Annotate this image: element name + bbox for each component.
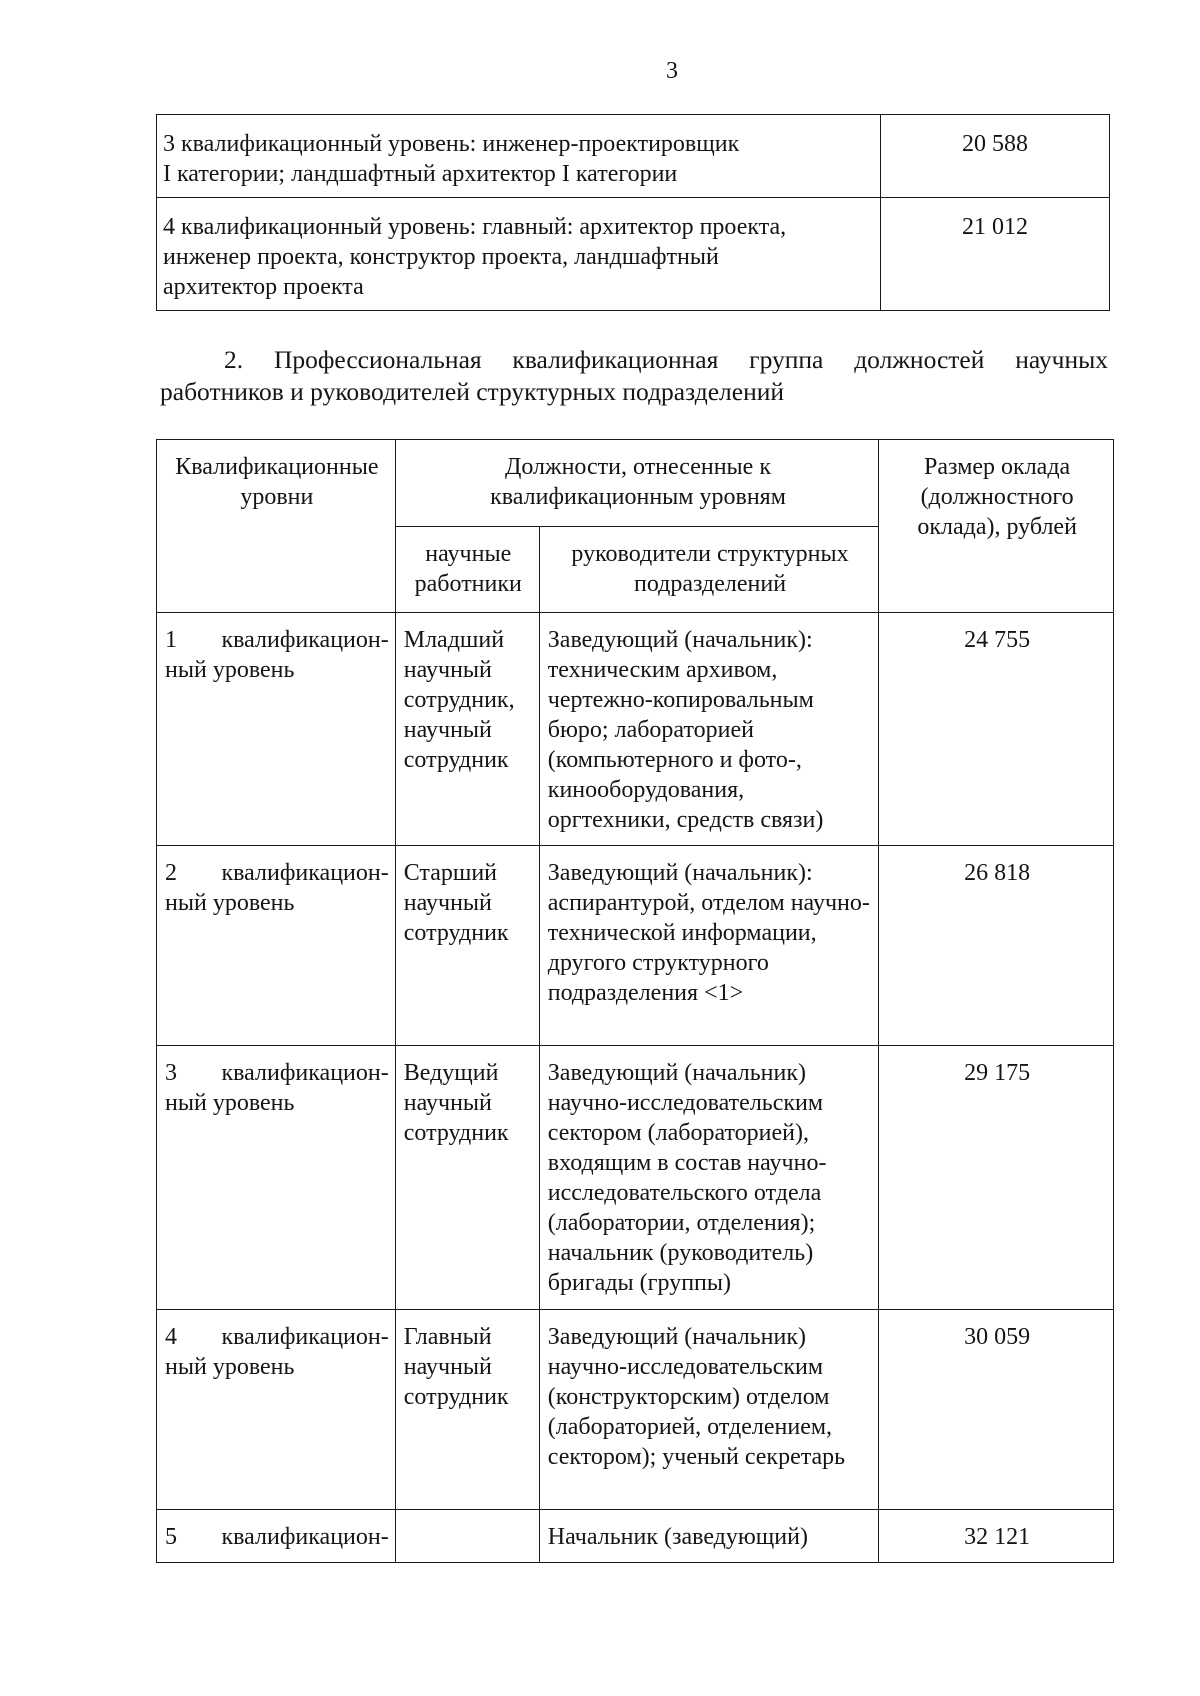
header-heads: руководители структурных подразделений	[539, 526, 878, 613]
heads-cell: Заведующий (начальник) научно-исследовательским (конструкторским) отделом (лабораторией, отделением, сектором); ученый секретарь	[539, 1310, 878, 1510]
salary-cell: 20 588	[881, 115, 1110, 198]
level-description-cell	[157, 115, 881, 198]
level-rest: ный уровень	[165, 1354, 295, 1380]
level-number: 4	[165, 1324, 177, 1350]
level-cell	[157, 1510, 396, 1563]
researchers-cell: Главный научный сотрудник	[395, 1310, 539, 1510]
researchers-cell: Ведущий научный сотрудник	[395, 1046, 539, 1310]
level-rest: ный уровень	[165, 1090, 295, 1116]
header-levels: Квалификационные уровни	[157, 440, 396, 613]
table-row	[157, 1310, 1114, 1510]
table-row	[157, 846, 1114, 1046]
level-first-line	[165, 1322, 389, 1352]
section-heading: 2. Профессиональная квалификационная группа должностей научных работников и руководителей структурных подразделений	[160, 345, 1108, 406]
level-cell	[157, 1310, 396, 1510]
level-description-line: 3 квалификационный уровень: инженер-проектировщик	[163, 131, 740, 157]
header-row	[157, 440, 1114, 527]
level-number: 1	[165, 627, 177, 653]
table-row	[157, 198, 1110, 311]
level-first-line	[165, 858, 389, 888]
table-row	[157, 613, 1114, 846]
level-first-line	[165, 1522, 389, 1552]
level-cell	[157, 1046, 396, 1310]
level-description-line: архитектор проекта	[163, 274, 364, 300]
header-positions: Должности, отнесенные к квалификационным уровням	[395, 440, 879, 527]
table-row	[157, 1510, 1114, 1563]
level-number: 3	[165, 1060, 177, 1086]
level-rest: ный уровень	[165, 890, 295, 916]
level-number: 5	[165, 1524, 177, 1550]
level-word: квалификацион-	[221, 627, 389, 653]
level-cell	[157, 613, 396, 846]
qualification-salary-table	[156, 439, 1114, 1563]
heads-cell: Заведующий (начальник): техническим архивом, чертежно-копировальным бюро; лабораторией (компьютерного и фото-, кинооборудования, оргтехники, средств связи)	[539, 613, 878, 846]
level-number: 2	[165, 860, 177, 886]
level-word: квалификацион-	[221, 1060, 389, 1086]
heads-cell: Заведующий (начальник) научно-исследовательским сектором (лабораторией), входящим в состав научно-исследовательского отдела (лаборатории, отделения); начальник (руководитель) бригады (группы)	[539, 1046, 878, 1310]
level-description-line: I категории; ландшафтный архитектор I категории	[163, 161, 678, 187]
level-description-line: инженер проекта, конструктор проекта, ландшафтный	[163, 244, 719, 270]
researchers-cell: Старший научный сотрудник	[395, 846, 539, 1046]
salary-cell: 29 175	[879, 1046, 1114, 1310]
level-first-line	[165, 625, 389, 655]
page-number: 3	[666, 58, 678, 84]
level-cell	[157, 846, 396, 1046]
level-word: квалификацион-	[221, 1324, 389, 1350]
researchers-cell: Младший научный сотрудник, научный сотрудник	[395, 613, 539, 846]
level-description-cell	[157, 198, 881, 311]
header-researchers: научные работники	[395, 526, 539, 613]
salary-cell: 26 818	[879, 846, 1114, 1046]
salary-cell: 32 121	[879, 1510, 1114, 1563]
header-salary: Размер оклада (должностного оклада), рублей	[879, 440, 1114, 613]
heads-cell: Заведующий (начальник): аспирантурой, отделом научно-технической информации, другого структурного подразделения <1>	[539, 846, 878, 1046]
level-rest: ный уровень	[165, 657, 295, 683]
researchers-cell	[395, 1510, 539, 1563]
level-first-line	[165, 1058, 389, 1088]
heads-cell: Начальник (заведующий)	[539, 1510, 878, 1563]
level-word: квалификацион-	[221, 1524, 389, 1550]
table-row	[157, 1046, 1114, 1310]
salary-cell: 24 755	[879, 613, 1114, 846]
table-row	[157, 115, 1110, 198]
continued-salary-table	[156, 114, 1110, 311]
level-word: квалификацион-	[221, 860, 389, 886]
salary-cell: 30 059	[879, 1310, 1114, 1510]
level-description-line: 4 квалификационный уровень: главный: архитектор проекта,	[163, 214, 787, 240]
salary-cell: 21 012	[881, 198, 1110, 311]
